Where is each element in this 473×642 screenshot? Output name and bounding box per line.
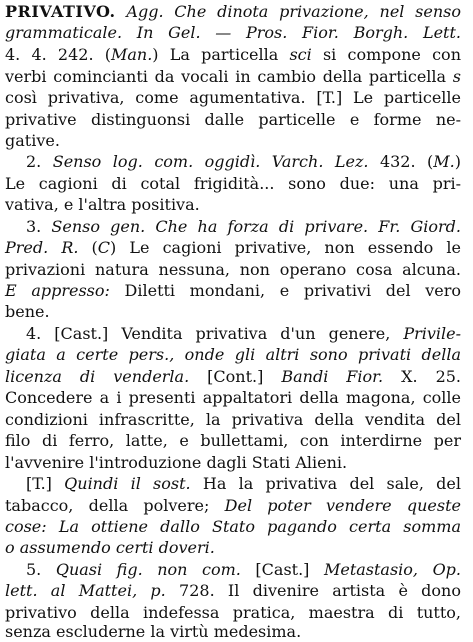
text-segment: privazioni natura nessuna, non operano cosa alcuna. — [5, 260, 461, 279]
text-segment: filo di ferro, latte, e bullettami, con interdirne per — [5, 431, 461, 450]
text-segment: Bandi Fior. — [281, 367, 384, 386]
text-segment: Concedere a i presenti appaltatori della magona, colle — [5, 388, 461, 407]
text-line — [26, 152, 461, 172]
text-segment: gative. — [5, 131, 60, 150]
text-segment: ) — [454, 152, 461, 171]
text-line — [5, 45, 461, 65]
text-segment: licenza di venderla. — [5, 367, 190, 386]
text-segment: M. — [433, 152, 455, 171]
text-line — [26, 474, 461, 494]
text-segment: Privile- — [403, 324, 461, 343]
text-segment: vativa, e l'altra positiva. — [5, 195, 200, 214]
text-segment: 728. Il divenire artista è dono — [165, 581, 461, 600]
text-segment: PRIVATIVO. — [5, 2, 116, 21]
text-line — [5, 538, 461, 558]
text-line — [5, 174, 461, 194]
text-segment: s — [452, 67, 461, 86]
text-line — [5, 345, 461, 365]
text-segment: [Cast.] — [240, 560, 324, 579]
text-segment: Senso gen. Che ha forza di privare. Fr. Giord. — [51, 217, 461, 236]
text-segment: Agg. Che dinota privazione, nel senso — [126, 2, 461, 21]
text-line — [5, 110, 461, 130]
text-line — [26, 217, 461, 237]
text-segment: Senso log. com. oggidì. Varch. Lez. — [52, 152, 369, 171]
text-segment: sci — [289, 45, 312, 64]
text-line — [5, 23, 461, 43]
text-line — [5, 410, 461, 430]
text-segment: [T.] — [26, 474, 65, 493]
text-segment: Ha la privativa del sale, del — [190, 474, 462, 493]
text-segment: ( — [78, 238, 98, 257]
text-segment: senza escluderne la virtù medesima. — [5, 622, 302, 641]
text-segment: si compone con — [311, 45, 461, 64]
text-segment: Pred. R. — [5, 238, 79, 257]
text-line — [5, 131, 461, 151]
text-segment: privativo della indefessa pratica, maestra di tutto, — [5, 603, 461, 622]
text-segment: ) Le cagioni privative, non essendo le — [110, 238, 461, 257]
text-line — [5, 581, 461, 601]
text-segment: Le cagioni di cotal frigidità... sono due: una pri- — [5, 174, 461, 193]
text-line — [5, 260, 461, 280]
text-line — [26, 560, 461, 580]
text-line — [5, 453, 461, 473]
text-segment: Diletti mondani, e privativi del vero — [109, 281, 461, 300]
text-segment: o assumendo certi doveri. — [5, 538, 215, 557]
text-segment: così privativa, come agumentativa. [T.] Le particelle — [5, 88, 461, 107]
text-segment: 4. 4. 242. ( — [5, 45, 111, 64]
text-segment: [Cont.] — [189, 367, 282, 386]
text-segment: l'avvenire l'introduzione dagli Stati Alieni. — [5, 453, 348, 472]
text-segment: privative distinguonsi dalle particelle e forme ne- — [5, 110, 461, 129]
text-line — [5, 603, 461, 623]
text-segment: C — [97, 238, 111, 257]
text-line — [5, 496, 461, 516]
text-segment: condizioni infrascritte, la privativa della vendita del — [5, 410, 461, 429]
text-segment: E appresso: — [5, 281, 110, 300]
text-segment: Quindi il sost. — [64, 474, 191, 493]
text-segment: 3. — [26, 217, 52, 236]
text-segment: cose: La ottiene dallo Stato pagando certa somma — [5, 517, 461, 536]
text-segment: Metastasio, Op. — [323, 560, 462, 579]
text-segment: tabacco, della polvere; — [5, 496, 225, 515]
text-segment: 5. — [26, 560, 56, 579]
text-segment: Quasi fig. non com. — [55, 560, 241, 579]
text-line — [5, 195, 461, 215]
text-segment: grammaticale. In Gel. — Pros. Fior. Borgh. Lett. — [5, 23, 461, 42]
text-segment: lett. al Mattei, p. — [5, 581, 166, 600]
text-line — [5, 88, 461, 108]
text-segment: 2. — [26, 152, 53, 171]
text-segment: Del poter vendere queste — [224, 496, 462, 515]
text-line — [5, 367, 461, 387]
text-segment: 432. ( — [368, 152, 434, 171]
text-segment: X. 25. — [383, 367, 462, 386]
text-line — [5, 517, 461, 537]
text-line — [5, 281, 461, 301]
text-segment: ) La particella — [152, 45, 290, 64]
text-line — [5, 2, 461, 22]
text-segment: 4. [Cast.] Vendita privativa d'un genere, — [26, 324, 404, 343]
text-segment: Man. — [110, 45, 153, 64]
text-line — [5, 431, 461, 451]
text-line — [26, 324, 461, 344]
text-line — [5, 622, 461, 642]
text-line — [5, 67, 461, 87]
text-line — [5, 238, 461, 258]
text-segment: verbi comincianti da vocali in cambio della particella — [5, 67, 453, 86]
text-segment — [116, 2, 127, 21]
text-segment: bene. — [5, 302, 50, 321]
text-line — [5, 302, 461, 322]
text-segment: giata a certe pers., onde gli altri sono privati della — [5, 345, 461, 364]
text-line — [5, 388, 461, 408]
